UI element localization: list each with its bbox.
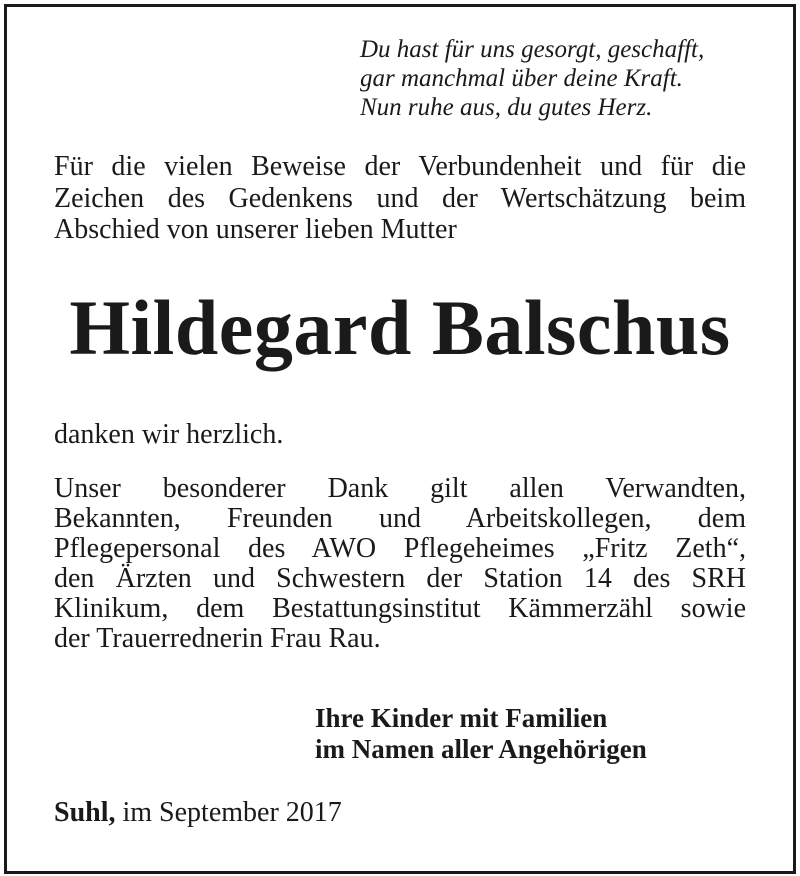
poem-line: Du hast für uns gesorgt, geschafft, [360, 36, 705, 63]
gratitude-line: den Ärzten und Schwestern der Station 14 des SRH [54, 563, 746, 594]
date-text: im September 2017 [122, 797, 342, 828]
signature-line: im Namen aller Angehörigen [315, 734, 647, 764]
gratitude-line: Pflegepersonal des AWO Pflegeheimes „Fritz Zeth“, [54, 533, 746, 564]
gratitude-paragraph [54, 474, 746, 654]
poem-line: Nun ruhe aus, du gutes Herz. [360, 94, 653, 121]
signature-line: Ihre Kinder mit Familien [315, 703, 608, 733]
intro-line: Abschied von unserer lieben Mutter [54, 214, 457, 245]
intro-paragraph [54, 151, 746, 246]
gratitude-line: Bekannten, Freunden und Arbeitskollegen, dem [54, 503, 746, 534]
intro-line: Für die vielen Beweise der Verbundenheit und für die [54, 151, 746, 182]
deceased-name: Hildegard Balschus [69, 284, 731, 371]
signature-block [315, 703, 647, 765]
thanks-line: danken wir herzlich. [54, 419, 284, 450]
intro-line: Zeichen des Gedenkens und der Wertschätzung beim [54, 182, 746, 214]
gratitude-line: Klinikum, dem Bestattungsinstitut Kämmerzähl sowie [54, 593, 746, 624]
gratitude-line: Unser besonderer Dank gilt allen Verwandten, [54, 473, 746, 504]
place-date [54, 797, 342, 829]
poem-line: gar manchmal über deine Kraft. [360, 65, 683, 92]
gratitude-line: der Trauerrednerin Frau Rau. [54, 623, 381, 654]
poem-verse [360, 35, 780, 122]
place-name: Suhl, [54, 797, 116, 828]
